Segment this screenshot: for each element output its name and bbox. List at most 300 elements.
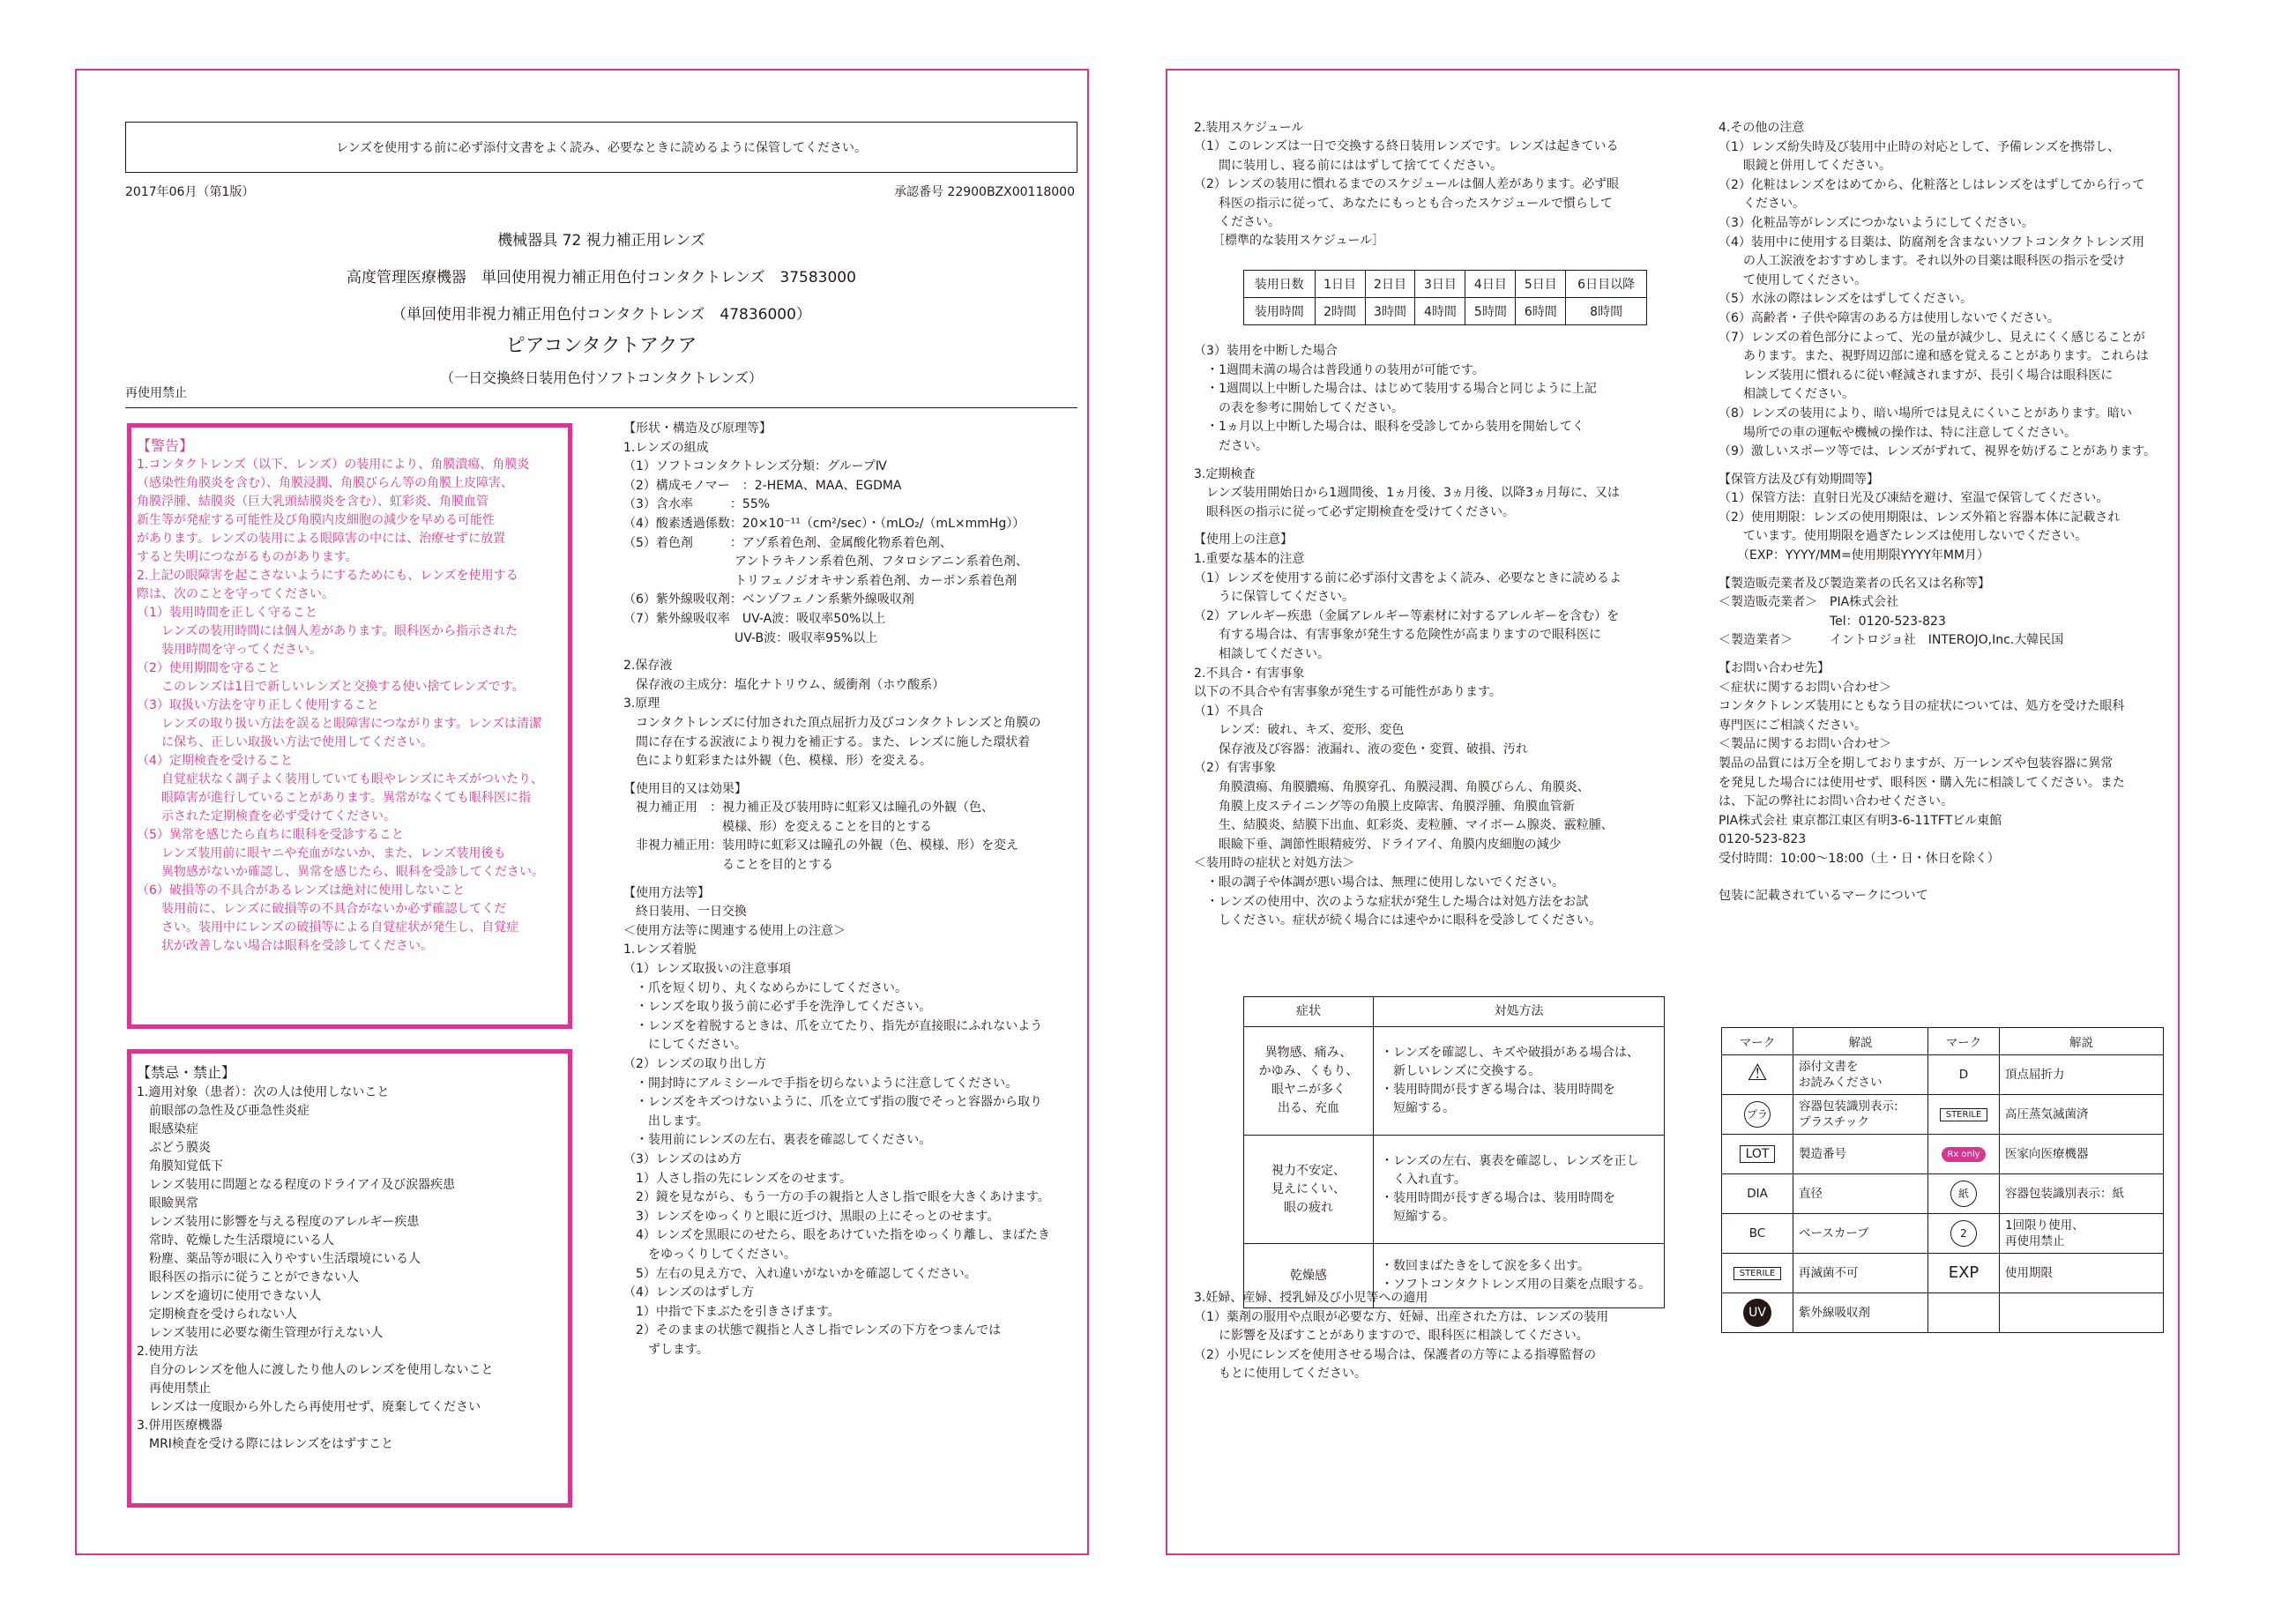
text-line: 眼科医の指示に従って必ず定期検査を受けてください。: [1194, 504, 1515, 519]
text-line: [623, 875, 1050, 884]
warning-line: このレンズは1日で新しいレンズと交換する使い捨てレンズです。: [137, 680, 525, 694]
text-line: うに保管してください。: [1194, 590, 1354, 605]
text-line: ・1週間以上中断した場合は、はじめて装用する場合と同じように上記: [1194, 382, 1597, 397]
text-line: 受付時間：10:00～18:00（土・日・休日を除く）: [1719, 851, 2000, 866]
mark-symbol-cell: [1722, 1214, 1793, 1254]
text-line: ずします。: [623, 1342, 709, 1357]
contraindication-text: [137, 1062, 493, 1454]
contraindication-line: レンズは一度眼から外したら再使用せず、廃棄してください: [137, 1400, 481, 1414]
text-line: 3）レンズをゆっくりと眼に近づけ、黒眼の上にそっとのせます。: [623, 1209, 1000, 1224]
mark-desc-cell: [2000, 1095, 2164, 1135]
text-line: 非視力補正用：装用時に虹彩又は瞳孔の外観（色、模様、形）を変え: [623, 838, 1018, 853]
other-notes-column: [1719, 119, 2156, 905]
schedule-cell: 8時間: [1566, 298, 1647, 325]
mark-row: [1722, 1174, 2164, 1214]
text-line: 3.原理: [623, 697, 660, 711]
text-line: 保存液及び容器：液漏れ、液の変色・変質、破損、汚れ: [1194, 741, 1528, 756]
warning-line: （4）定期検査を受けること: [137, 754, 293, 768]
mark-desc-line: 容器包装識別表示:: [1799, 1099, 1898, 1114]
text-line: 2.不具合・有害事象: [1194, 666, 1305, 681]
text-line: （2）アレルギー疾患（金属アレルギー等素材に対するアレルギーを含む）を: [1194, 608, 1620, 623]
pregnancy-section: [1194, 1289, 1608, 1384]
text-line: PIA株式会社 東京都江東区有明3-6-11TFTビル東館: [1719, 813, 2002, 828]
text-line: 3.妊婦、産婦、授乳婦及び小児等への適用: [1194, 1291, 1428, 1305]
mark-desc-line: プラスチック: [1799, 1115, 1869, 1129]
schedule-row-hours: [1244, 298, 1647, 325]
text-line: [1719, 651, 2156, 659]
text-line: （2）レンズの装用に慣れるまでのスケジュールは個人差があります。必ず眼: [1194, 177, 1620, 192]
schedule-cell: 装用時間: [1244, 298, 1316, 325]
contraindication-line: 再使用禁止: [137, 1382, 211, 1396]
symptom-row: [1244, 1027, 1665, 1136]
mark-symbol-cell: [1722, 1254, 1793, 1293]
text-line: 製品の品質には万全を期しておりますが、万一レンズや包装容器に異常: [1719, 756, 2114, 771]
title-block: [125, 222, 1077, 333]
text-line: （2）レンズの取り出し方: [623, 1057, 767, 1071]
mark-symbol-cell: [1928, 1055, 2000, 1095]
text-line: （1）レンズを使用する前に必ず添付文書をよく読み、必要なときに読めるよ: [1194, 570, 1622, 585]
warning-line: 異物感がないか確認し、異常を感じたら、眼科を受診してください。: [137, 865, 544, 879]
mark-symbol-cell: [1928, 1293, 2000, 1333]
warning-line: 角膜浮腫、結膜炎（巨大乳頭結膜炎を含む）、虹彩炎、角膜血管: [137, 495, 488, 509]
action-line: 短縮する。: [1381, 1210, 1455, 1224]
mark-symbol-cell: [1928, 1135, 2000, 1174]
warning-line: 自覚症状なく調子よく装用していても眼やレンズにキズがついたり、: [137, 772, 543, 786]
text-line: 生、結膜炎、結膜下出血、虹彩炎、麦粒腫、マイボーム腺炎、霰粒腫、: [1194, 818, 1614, 833]
marks-head-mark: マーク: [1722, 1028, 1793, 1055]
mark-icon: STERILE: [1734, 1267, 1782, 1280]
text-line: 4）レンズを黒眼にのせたら、眼をあけていた指をゆっくり離し、まばたき: [623, 1228, 1050, 1243]
contraindication-line: レンズを適切に使用できない人: [137, 1289, 322, 1303]
text-line: 【使用方法等】: [623, 885, 710, 900]
mark-desc-cell: [2000, 1254, 2164, 1293]
warning-line: 装用時間を守ってください。: [137, 643, 322, 657]
title-line: （単回使用非視力補正用色付コンタクトレンズ 47836000）: [391, 306, 811, 324]
text-line: （4）レンズのはずし方: [623, 1285, 755, 1300]
text-line: 0120-523-823: [1719, 832, 1807, 847]
action-line: 新しいレンズに交換する。: [1381, 1064, 1541, 1078]
precautions-section: [1194, 342, 1622, 931]
mark-desc-line: 製造番号: [1799, 1147, 1846, 1161]
notice-box: [125, 122, 1077, 173]
text-line: （7）紫外線吸収率 UV-A波：吸収率50%以上: [623, 611, 886, 626]
text-line: Tel：0120-523-823: [1719, 614, 1946, 629]
product-name: ピアコンタクトアクア: [505, 335, 697, 357]
text-line: コンタクトレンズ装用にともなう目の症状については、処方を受けた眼科: [1719, 699, 2125, 714]
warning-line: に保ち、正しい取扱い方法で使用してください。: [137, 735, 433, 749]
mark-desc-cell: [1793, 1293, 1928, 1333]
text-line: 3.定期検査: [1194, 466, 1256, 481]
mark-desc-line: 直径: [1799, 1187, 1823, 1201]
text-line: （2）構成モノマー ：2-HEMA、MAA、EGDMA: [623, 478, 902, 493]
text-line: 視力補正用 ：視力補正及び装用時に虹彩又は瞳孔の外観（色、: [623, 801, 994, 816]
text-line: （3）装用を中断した場合: [1194, 344, 1338, 358]
schedule-cell: 6時間: [1516, 298, 1566, 325]
text-line: ・レンズを取り扱う前に必ず手を洗浄してください。: [623, 1000, 932, 1015]
text-line: UV-B波：吸収率95%以上: [623, 630, 878, 645]
text-line: 1.レンズの組成: [623, 440, 709, 455]
schedule-cell: 3日目: [1415, 271, 1465, 298]
mark-icon: 紙: [1950, 1181, 1977, 1207]
text-line: ＜製品に関するお問い合わせ＞: [1719, 737, 1891, 752]
text-line: 【使用目的又は効果】: [623, 781, 747, 796]
mark-row: [1722, 1254, 2164, 1293]
warning-line: 2.上記の眼障害を起こさないようにするためにも、レンズを使用する: [137, 569, 518, 583]
contraindication-line: 2.使用方法: [137, 1345, 198, 1359]
text-line: ・爪を短く切り、丸くなめらかにしてください。: [623, 980, 907, 995]
symptom-line: かゆみ、くもり、: [1258, 1064, 1359, 1078]
text-line: 以下の不具合や有害事象が発生する可能性があります。: [1194, 685, 1502, 700]
warning-line: 1.コンタクトレンズ（以下、レンズ）の装用により、角膜潰瘍、角膜炎: [137, 458, 530, 472]
contraindication-line: 1.適用対象（患者）：次の人は使用しないこと: [137, 1085, 390, 1099]
schedule-cell: 4日目: [1465, 271, 1516, 298]
mark-row: [1722, 1214, 2164, 1254]
text-line: （9）激しいスポーツ等では、レンズがずれて、視界を妨げることがあります。: [1719, 444, 2157, 459]
text-line: （1）保管方法：直射日光及び凍結を避け、室温で保管してください。: [1719, 491, 2109, 506]
mark-desc-line: お読みください: [1799, 1076, 1883, 1090]
header-rule: [125, 407, 1077, 408]
right-page: [1166, 69, 2180, 1555]
schedule-row-days: [1244, 271, 1647, 298]
text-line: 角膜潰瘍、角膜膿瘍、角膜穿孔、角膜浸潤、角膜びらん、角膜炎、: [1194, 780, 1590, 795]
text-line: ください。: [1719, 197, 1805, 212]
text-line: ・レンズをキズつけないように、爪を立てず指の腹でそっと容器から取り: [623, 1095, 1042, 1110]
action-line: く入れ直す。: [1381, 1173, 1466, 1187]
mark-symbol-cell: [1928, 1174, 2000, 1214]
warning-line: 状が改善しない場合は眼科を受診してください。: [137, 939, 433, 953]
mark-desc-line: ベースカーブ: [1799, 1226, 1869, 1240]
text-line: 2.装用スケジュール: [1194, 121, 1304, 135]
mark-desc-cell: [2000, 1135, 2164, 1174]
contraindication-line: レンズ装用に影響を与える程度のアレルギー疾患: [137, 1215, 420, 1229]
warning-line: （6）破損等の不具合があるレンズは絶対に使用しないこと: [137, 883, 466, 898]
contraindication-line: 自分のレンズを他人に渡したり他人のレンズを使用しないこと: [137, 1363, 494, 1377]
schedule-table: [1243, 270, 1647, 325]
text-line: [1194, 457, 1622, 466]
contraindication-line: 粉塵、薬品等が眼に入りやすい生活環境にいる人: [137, 1252, 421, 1266]
text-line: に影響を及ぼすことがありますので、眼科医に相談してください。: [1194, 1329, 1589, 1344]
mark-row: [1722, 1095, 2164, 1135]
warning-line: 装用前に、レンズに破損等の不具合がないか必ず確認してくだ: [137, 902, 507, 916]
mark-desc-line: 添付文書を: [1799, 1060, 1859, 1074]
warning-line: 新生等が発症する可能性及び角膜内皮細胞の減少を早める可能性: [137, 513, 495, 527]
text-line: ＜製造販売業者＞ PIA株式会社: [1719, 595, 1899, 610]
mark-icon: EXP: [1948, 1263, 1980, 1282]
action-line: ・装用時間が長すぎる場合は、装用時間を: [1381, 1191, 1615, 1205]
text-line: 包装に記載されているマークについて: [1719, 888, 1928, 903]
text-line: 保存液の主成分：塩化ナトリウム、緩衝剤（ホウ酸系）: [623, 677, 945, 692]
text-line: （3）レンズのはめ方: [623, 1151, 742, 1166]
mark-desc-line: 再使用禁止: [2005, 1234, 2065, 1248]
mark-desc-line: 医家向医療機器: [2005, 1147, 2089, 1161]
text-line: （3）含水率 ：55%: [623, 497, 771, 512]
mark-icon: BC: [1748, 1226, 1766, 1240]
mark-desc-line: 容器包装識別表示：紙: [2005, 1187, 2124, 1201]
mark-desc-cell: [2000, 1055, 2164, 1095]
warning-text: [137, 436, 544, 956]
warning-line: レンズ装用前に眼ヤニや充血がないか、また、レンズ装用後も: [137, 846, 506, 860]
text-line: [1719, 566, 2156, 575]
text-line: レンズ：破れ、キズ、変形、変色: [1194, 723, 1405, 738]
text-line: 【使用上の注意】: [1194, 533, 1293, 548]
mark-row: [1722, 1135, 2164, 1174]
text-line: （4）酸素透過係数：20×10⁻¹¹（cm²/sec）・（mLO₂/（mL×mmHg））: [623, 516, 1025, 531]
marks-head-desc2: 解説: [2000, 1028, 2164, 1055]
text-line: は、下記の弊社にお問い合わせください。: [1719, 794, 1953, 809]
mark-desc-cell: [2000, 1293, 2164, 1333]
left-page: [75, 69, 1089, 1555]
text-line: 1）人さし指の先にレンズをのせます。: [623, 1171, 853, 1186]
mark-desc-cell: [1793, 1254, 1928, 1293]
text-line: 有する場合は、有害事象が発生する危険性が高まりますので眼科医に: [1194, 628, 1601, 643]
text-line: 【保管方法及び有効期間等】: [1719, 472, 1879, 487]
action-head: 対処方法: [1374, 997, 1665, 1027]
text-line: [623, 648, 1050, 657]
schedule-cell: 5時間: [1465, 298, 1516, 325]
text-line: （6）高齢者・子供や障害のある方は使用しないでください。: [1719, 310, 2060, 325]
mark-icon: プラ: [1744, 1101, 1771, 1128]
text-line: 間に装用し、寝る前にははずして捨ててください。: [1194, 158, 1502, 173]
text-line: （EXP：YYYY/MM=使用期限YYYY年MM月）: [1719, 548, 1990, 563]
text-line: 【製造販売業者及び製造業者の氏名又は名称等】: [1719, 576, 1990, 591]
schedule-cell: 1日目: [1315, 271, 1365, 298]
text-line: 5）左右の見え方で、入れ違いがないかを確認してください。: [623, 1266, 977, 1281]
text-line: ［標準的な装用スケジュール］: [1194, 234, 1385, 249]
text-line: 2）鏡を見ながら、もう一方の手の親指と人さし指で眼を大きくあけます。: [623, 1190, 1050, 1205]
text-line: （1）レンズ紛失時及び装用中止時の対応として、予備レンズを携帯し、: [1719, 139, 2121, 154]
text-line: （8）レンズの装用により、暗い場所では見えにくいことがあります。暗い: [1719, 406, 2133, 421]
action-cell: [1374, 1027, 1665, 1136]
contraindication-line: 眼科医の指示に従うことができない人: [137, 1270, 359, 1285]
symptom-line: 眼の疲れ: [1284, 1200, 1333, 1215]
schedule-cell: 5日目: [1516, 271, 1566, 298]
product-subtitle: （一日交換終日装用色付ソフトコンタクトレンズ）: [440, 369, 763, 386]
text-line: （5）着色剤 ：アゾ系着色剤、金属酸化物系着色剤、: [623, 535, 952, 550]
action-cell: [1374, 1136, 1665, 1244]
contraindication-line: 眼瞼異常: [137, 1196, 198, 1211]
mark-desc-line: 紫外線吸収剤: [1799, 1306, 1870, 1320]
text-line: 1.レンズ着脱: [623, 942, 697, 957]
text-line: 2.保存液: [623, 659, 673, 674]
mark-desc-cell: [1793, 1174, 1928, 1214]
text-line: 眼鏡と併用してください。: [1719, 159, 1891, 174]
mark-icon: LOT: [1740, 1145, 1776, 1163]
symptom-line: 異物感、痛み、: [1264, 1046, 1353, 1060]
text-line: 1）中指で下まぶたを引きさげます。: [623, 1304, 840, 1319]
edition-date: 2017年06月（第1版）: [125, 185, 255, 199]
warning-line: レンズの取り扱い方法を誤ると眼障害につながります。レンズは清潔: [137, 717, 542, 731]
text-line: もとに使用してください。: [1194, 1367, 1367, 1382]
contraindication-line: 角膜知覚低下: [137, 1159, 223, 1173]
text-line: の表を参考に開始してください。: [1194, 400, 1404, 415]
warning-line: （3）取扱い方法を守り正しく使用すること: [137, 698, 379, 712]
symptom-line: 出る、充血: [1278, 1101, 1339, 1115]
text-line: 1.重要な基本的注意: [1194, 551, 1305, 566]
text-line: あります。また、視野周辺部に違和感を覚えることがあります。これらは: [1719, 349, 2149, 364]
action-line: ・数回まばたきをして涙を多く出す。: [1381, 1259, 1590, 1273]
warning-line: 示された定期検査を必ず受けてください。: [137, 809, 396, 823]
mark-icon: ⚠: [1747, 1060, 1768, 1086]
symptom-row: [1244, 1136, 1665, 1244]
warning-line: 際は、次のことを守ってください。: [137, 587, 334, 601]
text-line: ださい。: [1194, 438, 1268, 453]
text-line: 場所での車の運転や機械の操作は、特に注意してください。: [1719, 425, 2077, 440]
mark-symbol-cell: [1722, 1095, 1793, 1135]
mark-symbol-cell: [1928, 1095, 2000, 1135]
text-line: ＜製造業者＞ イントロジョ社 INTEROJO,Inc.大韓民国: [1719, 633, 2064, 648]
contraindication-line: MRI検査を受ける際にはレンズをはずすこと: [137, 1437, 394, 1451]
schedule-cell: 2時間: [1315, 298, 1365, 325]
contraindication-line: 定期検査を受けられない人: [137, 1307, 297, 1322]
text-line: 出します。: [623, 1114, 709, 1129]
marks-table: [1721, 1027, 2164, 1333]
text-line: 色により虹彩または外観（色、模様、形）を変える。: [623, 754, 932, 769]
mark-desc-cell: [2000, 1214, 2164, 1254]
text-line: 【お問い合わせ先】: [1719, 661, 1830, 676]
symptom-cell: [1244, 1027, 1374, 1136]
text-line: ・眼の調子や体調が悪い場合は、無理に使用しないでください。: [1194, 875, 1564, 890]
warning-line: さい。装用中にレンズの破損等による自覚症状が発生し、自覚症: [137, 920, 519, 935]
text-line: （2）小児にレンズを使用させる場合は、保護者の方等による指導監督の: [1194, 1347, 1597, 1362]
text-line: ・1ヵ月以上中断した場合は、眼科を受診してから装用を開始してく: [1194, 420, 1584, 435]
text-line: ・レンズの使用中、次のような症状が発生した場合は対処方法をお試: [1194, 894, 1589, 909]
text-line: ています。使用期限を過ぎたレンズは使用しないでください。: [1719, 529, 2088, 544]
text-line: トリフェノジオキサン系着色剤、カーボン系着色剤: [623, 573, 1018, 588]
text-line: の人工涙液をおすすめします。それ以外の目薬は眼科医の指示を受け: [1719, 254, 2126, 269]
mark-row: [1722, 1055, 2164, 1095]
mark-desc-line: 高圧蒸気滅菌済: [2005, 1107, 2089, 1121]
schedule-cell: 3時間: [1365, 298, 1415, 325]
text-line: [1719, 869, 2156, 878]
mark-symbol-cell: [1722, 1174, 1793, 1214]
text-line: 2）そのままの状態で親指と人さし指でレンズの下方をつまんでは: [623, 1323, 1002, 1338]
text-line: 科医の指示に従って、あなたにもっとも合ったスケジュールで慣らして: [1194, 196, 1613, 211]
contraindication-line: レンズ装用に問題となる程度のドライアイ及び涙器疾患: [137, 1178, 456, 1192]
text-line: （2）化粧はレンズをはめてから、化粧落としはレンズをはずしてから行って: [1719, 177, 2145, 192]
text-line: レンズ装用開始日から1週間後、1ヵ月後、3ヵ月後、以降3ヵ月毎に、又は: [1194, 486, 1620, 501]
text-line: （2）有害事象: [1194, 761, 1276, 776]
text-line: 模様、形）を変えることを目的とする: [623, 819, 932, 834]
symptom-line: 眼ヤニが多く: [1271, 1083, 1346, 1097]
text-line: （7）レンズの着色部分によって、光の量が減少し、見えにくく感じることが: [1719, 330, 2145, 345]
no-reuse-label: 再使用禁止: [125, 386, 187, 400]
text-line: （1）レンズ取扱いの注意事項: [623, 962, 792, 977]
warning-line: レンズの装用時間には個人差があります。眼科医から指示された: [137, 624, 518, 638]
text-line: 4.その他の注意: [1719, 121, 1805, 135]
warning-line: （2）使用期間を守ること: [137, 661, 280, 675]
schedule-cell: 装用日数: [1244, 271, 1316, 298]
action-line: 短縮する。: [1381, 1101, 1455, 1115]
mark-symbol-cell: [1722, 1055, 1793, 1095]
mark-row: [1722, 1293, 2164, 1333]
symptom-line: 乾燥感: [1290, 1268, 1327, 1283]
action-line: ・レンズの左右、裏表を確認し、レンズを正し: [1381, 1154, 1639, 1168]
text-line: 角膜上皮ステイニング等の角膜上皮障害、角膜浮腫、角膜血管新: [1194, 799, 1575, 814]
marks-head-mark2: マーク: [1928, 1028, 2000, 1055]
text-line: （1）不具合: [1194, 704, 1264, 719]
symptom-line: 見えにくい、: [1271, 1181, 1346, 1196]
warning-line: （1）装用時間を正しく守ること: [137, 606, 317, 620]
mark-icon: Rx only: [1942, 1147, 1985, 1162]
text-line: ・レンズを着脱するときは、爪を立てたり、指先が直接眼にふれないよう: [623, 1018, 1043, 1033]
text-line: を発見した場合には使用せず、眼科医・購入先に相談してください。また: [1719, 775, 2125, 790]
text-line: ・1週間未満の場合は普段通りの装用が可能です。: [1194, 362, 1485, 377]
warning-line: （感染性角膜炎を含む）、角膜浸潤、角膜びらん等の角膜上皮障害、: [137, 476, 513, 490]
text-line: ください。: [1194, 215, 1280, 230]
text-line: （1）ソフトコンタクトレンズ分類：グループⅣ: [623, 459, 887, 474]
mark-desc-line: 使用期限: [2005, 1266, 2053, 1280]
text-line: [623, 771, 1050, 780]
mark-icon: 2: [1950, 1220, 1977, 1247]
contraindication-line: レンズ装用に必要な衛生管理が行えない人: [137, 1326, 384, 1340]
text-line: ・装用前にレンズの左右、裏表を確認してください。: [623, 1133, 932, 1148]
text-line: 専門医にご相談ください。: [1719, 718, 1867, 733]
mark-symbol-cell: [1722, 1135, 1793, 1174]
action-line: ・ソフトコンタクトレンズ用の目薬を点眼する。: [1381, 1278, 1652, 1292]
mark-icon: DIA: [1747, 1187, 1768, 1201]
marks-head-desc: 解説: [1793, 1028, 1928, 1055]
structure-column: [623, 420, 1050, 1360]
text-line: をゆっくりしてください。: [623, 1247, 796, 1262]
text-line: （2）使用期限：レンズの使用期限は、レンズ外箱と容器本体に記載され: [1719, 510, 2121, 525]
warning-line: があります。レンズの装用による眼障害の中には、治療せずに放置: [137, 532, 506, 546]
warning-line: （5）異常を感じたら直ちに眼科を受診すること: [137, 828, 404, 842]
text-line: ＜装用時の症状と対処方法＞: [1194, 856, 1354, 871]
mark-desc-line: 頂点屈折力: [2005, 1068, 2065, 1082]
text-line: 眼瞼下垂、調節性眼精疲労、ドライアイ、角膜内皮細胞の減少: [1194, 837, 1562, 852]
text-line: 【形状・構造及び原理等】: [623, 421, 772, 436]
mark-desc-cell: [2000, 1174, 2164, 1214]
schedule-section: [1194, 119, 1619, 251]
mark-desc-line: 1回限り使用、: [2005, 1218, 2084, 1233]
text-line: て使用してください。: [1719, 272, 1867, 287]
mark-icon: UV: [1743, 1299, 1771, 1327]
text-line: アントラキノン系着色剤、フタロシアニン系着色剤、: [623, 555, 1028, 570]
text-line: 間に存在する涙液により視力を補正する。また、レンズに施した環状着: [623, 734, 1031, 749]
text-line: [1719, 878, 2156, 887]
symptom-head: 症状: [1244, 997, 1374, 1027]
mark-desc-cell: [1793, 1135, 1928, 1174]
symptom-table: [1243, 996, 1665, 1308]
warning-line: すると失明につながるものがあります。: [137, 550, 358, 564]
mark-desc-line: 再滅菌不可: [1799, 1266, 1859, 1280]
text-line: （1）薬剤の服用や点眼が必要な方、妊婦、出産された方は、レンズの装用: [1194, 1309, 1609, 1324]
contraindication-line: 眼感染症: [137, 1122, 198, 1136]
contraindication-line: 前眼部の急性及び亜急性炎症: [137, 1104, 309, 1118]
text-line: にしてください。: [623, 1038, 747, 1053]
mark-icon: D: [1958, 1068, 1969, 1082]
contraindication-line: 3.併用医療機器: [137, 1419, 223, 1433]
symptom-cell: [1244, 1136, 1374, 1244]
text-line: （3）化粧品等がレンズにつかないようにしてください。: [1719, 215, 2034, 230]
schedule-cell: 2日目: [1365, 271, 1415, 298]
text-line: コンタクトレンズに付加された頂点屈折力及びコンタクトレンズと角膜の: [623, 715, 1041, 730]
text-line: ＜症状に関するお問い合わせ＞: [1719, 680, 1891, 695]
warning-box: [127, 423, 572, 1029]
text-line: レンズ装用に慣れるに従い軽減されますが、長引く場合は眼科医に: [1719, 368, 2114, 383]
text-line: しください。症状が続く場合には速やかに眼科を受診してください。: [1194, 913, 1601, 928]
symptom-line: 視力不安定、: [1271, 1163, 1346, 1178]
text-line: [1719, 462, 2156, 471]
text-line: [1194, 522, 1622, 531]
text-line: 相談してください。: [1719, 387, 1854, 402]
contraindication-box: [127, 1049, 572, 1508]
mark-desc-cell: [1793, 1055, 1928, 1095]
contraindication-line: ぶどう膜炎: [137, 1141, 211, 1155]
schedule-cell: 4時間: [1415, 298, 1465, 325]
schedule-cell: 6日目以降: [1566, 271, 1647, 298]
mark-icon: STERILE: [1940, 1108, 1988, 1121]
